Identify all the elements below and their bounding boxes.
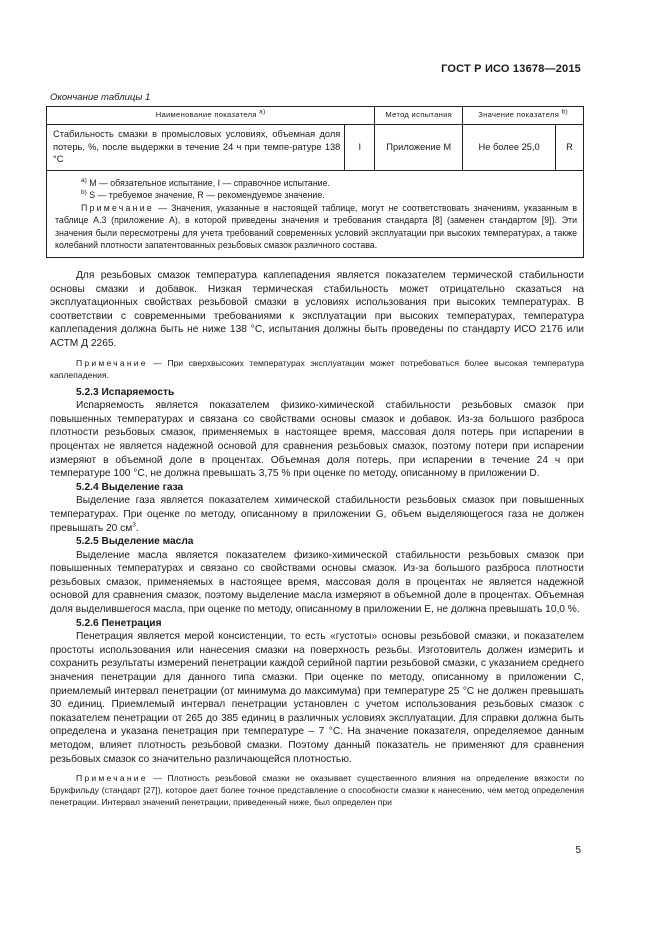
main-text — [50, 269, 584, 813]
row-requirement-type: R — [556, 125, 584, 171]
section-5-2-4-text: Выделение газа является показателем химической стабильности резьбовых смазок при повышенных температурах. При оценке по методу, описанному в приложении G, объем выделяющегося газа не должен превышать 20 $см^3$. — [50, 495, 584, 534]
footnote-a: $^{а)}$ М — обязательное испытание, I — справочное испытание. — [81, 176, 330, 188]
table-row — [47, 125, 584, 171]
standard-designation: ГОСТ Р ИСО 13678—2015 — [441, 63, 581, 75]
page-number: 5 — [575, 845, 581, 856]
section-5-2-5-text: Выделение масла является показателем физико-химической стабильности резьбовых смазок при повышенных температурах и связано со свойствами основы смазок. Из-за большого разброса плотности резьбовых смазок, применяемых в настоящее время, массовая доля в процентах не является надежной основой для сравнения смазок, поэтому выделение масла измеряют в объемной доле в процентах. Объемная доля выделившегося масла, при оценке по методу, описанному в приложении Е, не должна превышать 10,0 %. — [50, 549, 584, 616]
row-test-method: Приложение М — [375, 125, 463, 171]
footnote-b: $^{b)}$ S — требуемое значение, R — рекомендуемое значение. — [81, 189, 325, 200]
indicators-table — [46, 106, 584, 258]
table-header-row — [47, 107, 584, 125]
table-notes-row — [47, 170, 584, 257]
note-dropping-point: Примечание — При сверхвысоких температурах эксплуатации может потребоваться более высокая температура каплепадения. — [50, 357, 584, 380]
header-indicator-name: Наименование показателя $^{а)}$ — [47, 107, 375, 125]
header-test-method: Метод испытания — [375, 107, 463, 125]
row-indicator-value: Не более 25,0 — [463, 125, 556, 171]
section-5-2-3-title: 5.2.3 Испаряемость — [76, 386, 175, 398]
section-5-2-6-title: 5.2.6 Пенетрация — [76, 617, 162, 629]
note-penetration: Примечание — Плотность резьбовой смазки не оказывает существенного влияния на определение вязкости по Брукфильду (стандарт [27]), которое дает более точное представление о способности смазки к нанесению, чем метод определения пенетрации. Интервал значений пенетрации, приведенный ниже, был определен при — [50, 773, 584, 808]
table-caption: Окончание таблицы 1 — [50, 92, 151, 103]
table-note: Примечание — Значения, указанные в настоящей таблице, могут не соответствовать значениям, указанным в таблице А.3 (приложение А), в которой приведены значения и требования стандарта [8] (заменен стандартом [9]). Эти значения были пересмотрены для учета требований современных условий эксплуатации при высоких температурах, а также колебаний плотности запатентованных резьбовых смазок различного состава. — [55, 202, 577, 250]
row-indicator-name: Стабильность смазки в промысловых условиях, объемная доля потерь, %, после выдержки в течение 24 ч при темпе-ратуре 138 °С — [47, 125, 345, 171]
paragraph-dropping-point: Для резьбовых смазок температура каплепадения является показателем термической стабильности основы смазки и добавок. Низкая термическая стабильность может отрицательно сказаться на эксплуатационных свойствах резьбовой смазки в условиях использования при высоких температурах. В соответствии с современными требованиями к эксплуатации при высоких температурах, температура каплепадения должна быть не ниже 138 °С, испытания должны быть проведены по стандарту ИСО 2176 или АСТМ Д 2265. — [50, 270, 584, 349]
section-5-2-3-text: Испаряемость является показателем физико-химической стабильности резьбовых смазок при повышенных температурах и связана со свойствами основы смазок и добавок. Из-за большого разброса плотности резьбовых смазок, применяемых в настоящее время, массовая доля потерь при испарении в процентах не является надежной основой для сравнения резьбовых смазок, поэтому потери при испарении измеряют в объемной доле в процентах. Объемная доля потерь, при испарении в течение 24 ч при температуре 100 °С, не должна превышать 3,75 % при оценке по методу, описанному в приложении D. — [50, 400, 584, 480]
table-notes-cell — [47, 170, 584, 257]
section-5-2-5-title: 5.2.5 Выделение масла — [76, 536, 194, 548]
header-indicator-value: Значение показателя $^{b)}$ — [463, 107, 584, 125]
section-5-2-4-title: 5.2.4 Выделение газа — [76, 481, 184, 493]
row-test-category: I — [345, 125, 375, 171]
section-5-2-6-text: Пенетрация является мерой консистенции, то есть «густоты» основы резьбовой смазки, и показателем простоты использования или нанесения смазки на поверхность резьбы. Изготовитель должен измерить и сохранить результаты измерений пенетрации каждой серийной партии резьбовой смазки, с указанием среднего значения пенетрации для данного типа смазки. При оценке по методу, описанному в приложении С, приемлемый интервал пенетрации (от минимума до максимума) при температуре 25 °С не должен превышать 30 единиц. Приемлемый интервал пенетрации установлен с учетом использования резьбовых смазок с показателем пенетрации от 265 до 385 единиц в различных условиях эксплуатации. Для справки должна быть определена и указана пенетрация при температуре – 7 °С. На значение показателя, определяемое данным методом, влияет плотность резьбовой смазки. Поэтому данный показатель не применяют для сравнения резьбовых смазок со значительно различающейся плотностью. — [50, 631, 584, 765]
